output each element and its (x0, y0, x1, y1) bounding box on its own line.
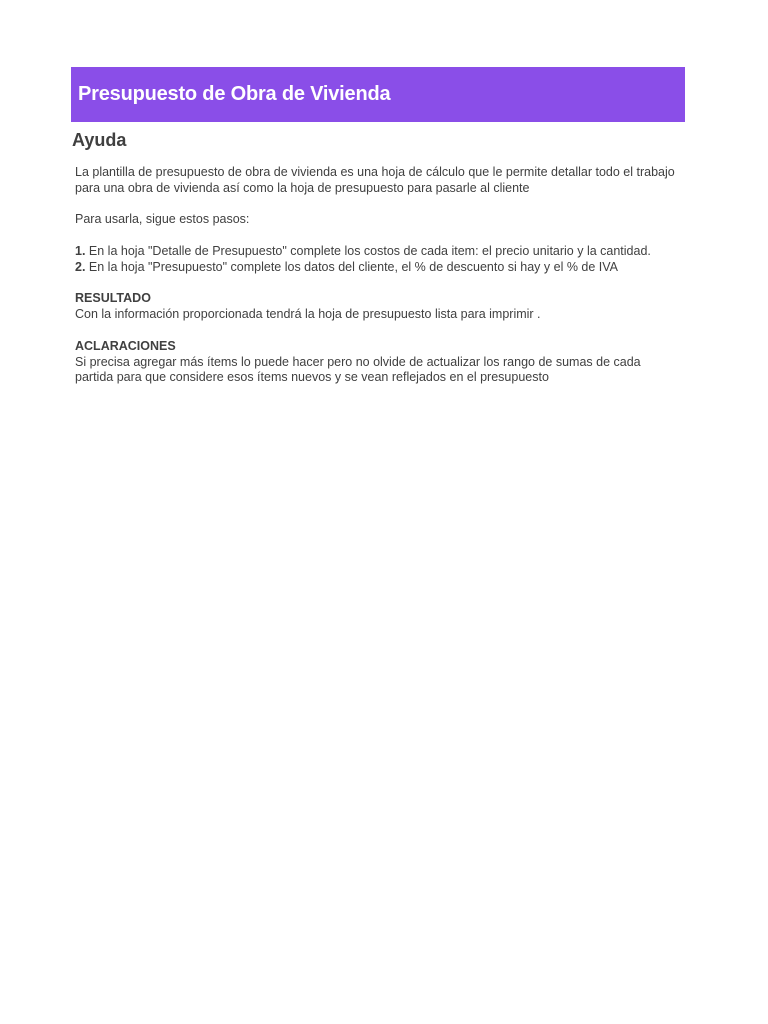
help-heading: Ayuda (72, 130, 127, 150)
title-bar (71, 67, 685, 122)
step-number: 1. (75, 243, 86, 258)
step-number: 2. (75, 259, 86, 274)
intro-paragraph: La plantilla de presupuesto de obra de vivienda es una hoja de cálculo que le permite detallar todo el trabajo para una obra de vivienda así como la hoja de presupuesto para pasarle al cliente (75, 165, 675, 195)
notes-text: Si precisa agregar más ítems lo puede hacer pero no olvide de actualizar los rango de sumas de cada partida para que considere esos ítems nuevos y se vean reflejados en el presupuesto (75, 354, 641, 385)
result-text: Con la información proporcionada tendrá la hoja de presupuesto lista para imprimir . (75, 307, 541, 322)
help-content (75, 165, 675, 386)
steps-intro: Para usarla, sigue estos pasos: (75, 212, 250, 227)
step-item (75, 260, 675, 276)
notes-title: ACLARACIONES (75, 338, 176, 353)
page-title: Presupuesto de Obra de Vivienda (78, 83, 391, 105)
step-text: En la hoja "Presupuesto" complete los datos del cliente, el % de descuento si hay y el % de IVA (88, 259, 619, 274)
result-title: RESULTADO (75, 291, 151, 306)
step-item (75, 244, 675, 260)
step-text: En la hoja "Detalle de Presupuesto" complete los costos de cada item: el precio unitario y la cantidad. (88, 243, 651, 258)
